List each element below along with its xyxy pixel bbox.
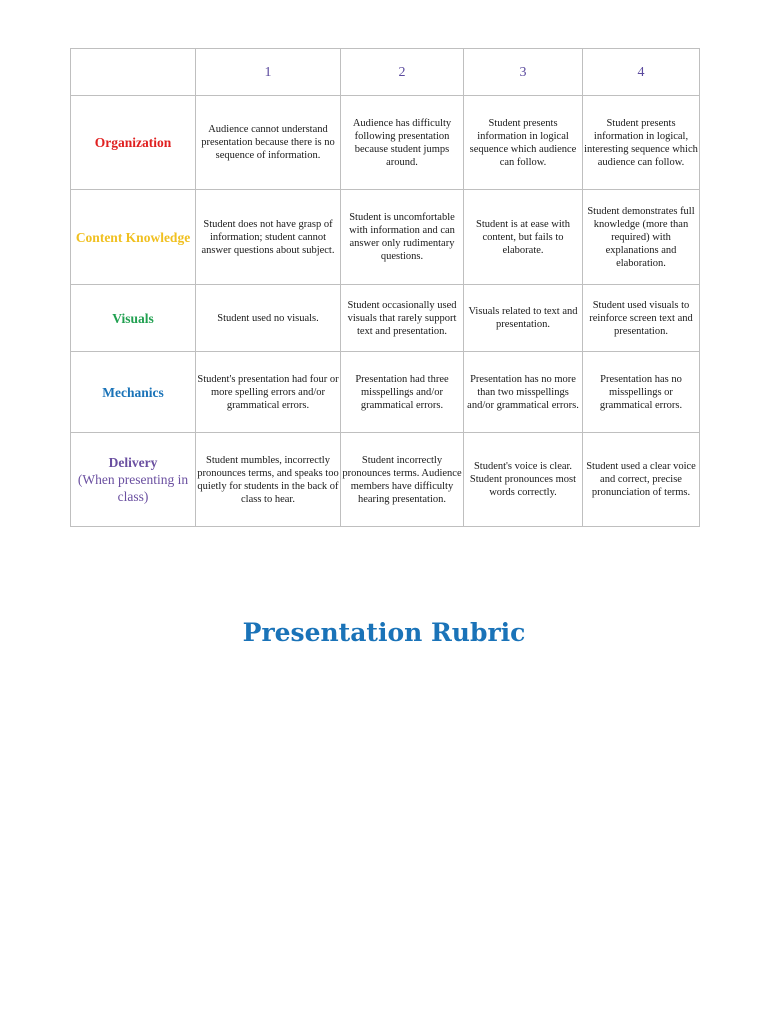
header-corner-cell xyxy=(71,49,196,96)
header-score-4: 4 xyxy=(583,49,700,96)
criterion-delivery-label: Delivery xyxy=(108,455,158,470)
header-row xyxy=(71,49,700,96)
cell-content-knowledge-4: Student demonstrates full knowledge (more than required) with explanations and elaboration. xyxy=(583,190,700,285)
cell-organization-1: Audience cannot understand presentation because there is no sequence of information. xyxy=(196,96,341,190)
rubric-table xyxy=(70,48,700,527)
cell-visuals-3: Visuals related to text and presentation. xyxy=(464,285,583,352)
cell-mechanics-3: Presentation has no more than two misspellings and/or grammatical errors. xyxy=(464,352,583,433)
cell-organization-2: Audience has difficulty following presentation because student jumps around. xyxy=(341,96,464,190)
cell-mechanics-4: Presentation has no misspellings or grammatical errors. xyxy=(583,352,700,433)
cell-organization-3: Student presents information in logical sequence which audience can follow. xyxy=(464,96,583,190)
cell-content-knowledge-2: Student is uncomfortable with information and can answer only rudimentary questions. xyxy=(341,190,464,285)
cell-content-knowledge-1: Student does not have grasp of information; student cannot answer questions about subject. xyxy=(196,190,341,285)
criterion-visuals: Visuals xyxy=(71,285,196,352)
cell-organization-4: Student presents information in logical, interesting sequence which audience can follow. xyxy=(583,96,700,190)
criterion-delivery-note: (When presenting in class) xyxy=(77,472,189,504)
cell-content-knowledge-3: Student is at ease with content, but fails to elaborate. xyxy=(464,190,583,285)
page-title: Presentation Rubric xyxy=(242,618,526,647)
criterion-content-knowledge: Content Knowledge xyxy=(71,190,196,285)
row-delivery xyxy=(71,433,700,527)
cell-visuals-2: Student occasionally used visuals that rarely support text and presentation. xyxy=(341,285,464,352)
cell-mechanics-2: Presentation had three misspellings and/or grammatical errors. xyxy=(341,352,464,433)
criterion-organization: Organization xyxy=(71,96,196,190)
cell-delivery-3: Student's voice is clear. Student pronounces most words correctly. xyxy=(464,433,583,527)
cell-visuals-4: Student used visuals to reinforce screen text and presentation. xyxy=(583,285,700,352)
header-score-2: 2 xyxy=(341,49,464,96)
criterion-mechanics: Mechanics xyxy=(71,352,196,433)
header-score-1: 1 xyxy=(196,49,341,96)
row-content-knowledge xyxy=(71,190,700,285)
criterion-delivery xyxy=(71,433,196,527)
row-organization xyxy=(71,96,700,190)
row-mechanics xyxy=(71,352,700,433)
cell-visuals-1: Student used no visuals. xyxy=(196,285,341,352)
row-visuals xyxy=(71,285,700,352)
header-score-3: 3 xyxy=(464,49,583,96)
cell-delivery-2: Student incorrectly pronounces terms. Audience members have difficulty hearing presentation. xyxy=(341,433,464,527)
cell-delivery-1: Student mumbles, incorrectly pronounces terms, and speaks too quietly for students in the back of class to hear. xyxy=(196,433,341,527)
cell-mechanics-1: Student's presentation had four or more spelling errors and/or grammatical errors. xyxy=(196,352,341,433)
cell-delivery-4: Student used a clear voice and correct, precise pronunciation of terms. xyxy=(583,433,700,527)
